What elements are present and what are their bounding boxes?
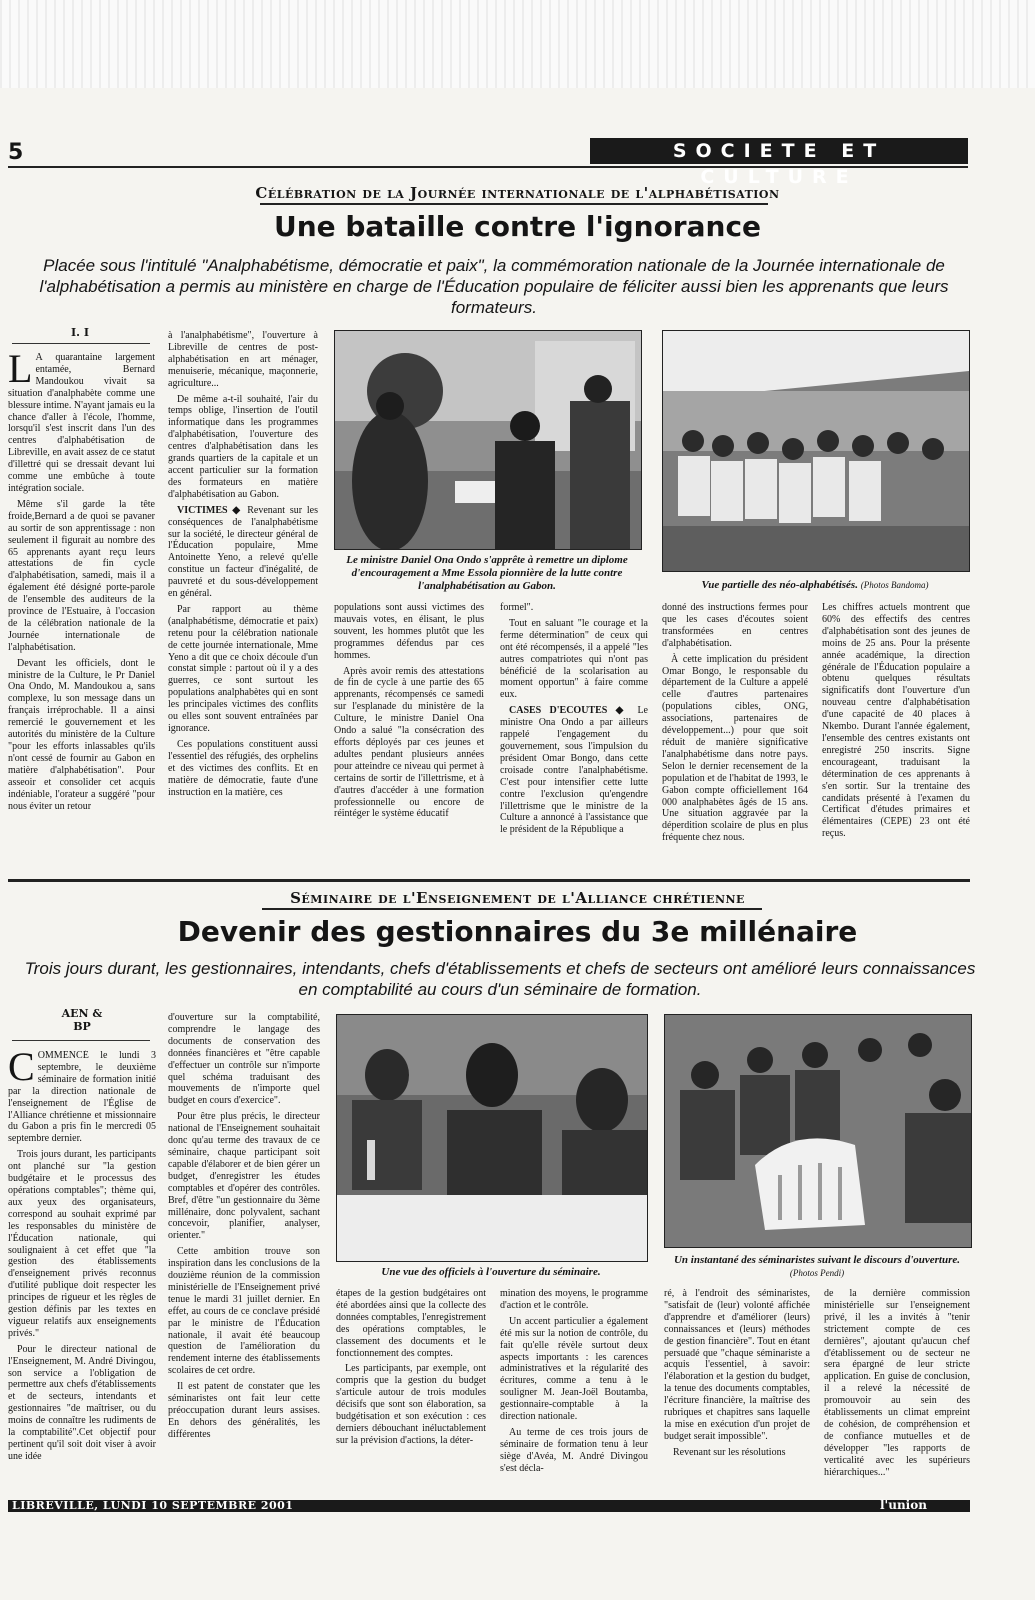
paragraph: Après avoir remis des attestations de fin de cycle à une partie des 65 apprenants, récompensés ce samedi sur l'esplanade du ministère de la Culture, le ministre Daniel Ona Ondo a salué "la consécration des efforts déployés par ces jeunes et adultes pendant plusieurs années pour atteindre ce niveau qui permet à certains de sortir de l'illettrisme, et à d'autres d'accéder à une formation professionnelle ou encore de réintéger le système éducatif [334,665,484,820]
article1-kicker: Célébration de la Journée internationale de l'alphabétisation [255,184,780,202]
paragraph: Les participants, par exemple, ont compris que la gestion du budget s'articule autour de trois modules décisifs que sont son élaboration, sa budgétisation et son exécution : ces derniers débouchant inéluctablement sur la prévision d'actions, la déter- [336,1363,486,1446]
article2-column-6 [824,1288,970,1490]
paragraph: Le ministre Ona Ondo a par ailleurs rappelé l'engagement du gouvernement, sous l'impulsion du président Omar Bongo, dans cette croisade contre l'analphabétisme. C'est pour intensifier cette lutte contre l'exclusion qu'engendre l'illettrisme que le ministre de la Culture a annoncé à l'assistance que le président de la République a [500,705,648,836]
photo-image [335,331,641,549]
paragraph: Les chiffres actuels montrent que 60% des effectifs des centres d'alphabétisation sont des jeunes de moins de 25 ans. Pour la présente année académique, la direction générale de l'Éducation populaire a obtenu quelques résultats significatifs dont l'ouverture d'un nouveau centre d'alphabétisation d'une capacité de 40 places à Nkembo. Durant l'année également, l'ensemble des centres existants ont enregistré 250 inscrits. Signe encourageant, traduisant la détermination de ces apprenants à s'en sortir. Sur la trentaine des candidats présenté à l'examen du Certificat d'études primaires et élémentaires (CEPE) 23 ont été reçus. [822,602,970,840]
paragraph: De même a-t-il souhaité, l'air du temps oblige, l'insertion de l'outil informatique dans les programmes d'alphabétisation, l'ouverture des centres d'alphabétisation dans les grands quartiers de la capitale et un accent particulier sur la formation des formateurs en matière d'alphabétisation au Gabon. [168,393,318,500]
paragraph: Ces populations constituent aussi l'essentiel des réfugiés, des orphelins et des victimes des conflits. Et en matière de démocratie, faute d'une instruction en la matière, ces [168,738,318,798]
article1-column-4 [500,602,648,874]
paragraph: à l'analphabétisme", l'ouverture à Libreville de centres de post-alphabétisation en art ménager, menuiserie, mécanique, maçonnerie, agriculture... [168,330,318,389]
article2-column-5 [664,1288,810,1490]
paragraph: ré, à l'endroit des séminaristes, "satisfait de (leur) volonté affichée d'apprendre et d'améliorer (leurs) connaissances et (leurs) méthodes de gestion financière". Tout en étant persuadé que "chaque séminariste a acquis l'essentiel, à savoir: l'élaboration et la gestion du budget, la tenue des documents comptables, l'écriture financière, la maîtrise des rubriques et chapitres sans laquelle la mise en exécution d'un projet de budget serait impossible". [664,1288,810,1442]
paragraph: OMMENCÉ le lundi 3 septembre, le deuxième séminaire de formation initié par la direction nationale de l'enseignement de l'Église de l'Alliance chrétienne et missionnaire du Gabon a pris fin le mercredi 05 septembre dernier. [8,1050,156,1145]
paragraph: Il est patent de constater que les séminaristes ont fait leur cette préoccupation durant leurs assises. En dehors des généralités, les différentes [168,1381,320,1440]
article1-column-3 [334,602,484,874]
article1-byline-rule [12,343,150,344]
article2-column-4 [500,1288,648,1490]
paragraph: mination des moyens, le programme d'action et le contrôle. [500,1288,648,1311]
paragraph: formel". [500,602,534,613]
photo-seminarists [664,1014,972,1248]
paragraph: A quarantaine largement entamée, Bernard Mandoukou vivait sa situation d'analphabète comme une blessure intime. N'ayant jamais eu la chance d'aller à l'école, l'homme, lorsqu'il s'est inscrit dans l'un des centres d'alphabétisation de Libreville, en avait assez de ce statut d'illettré qui se dressait devant lui comme une embûche à toute intégration sociale. [8,352,155,494]
photo-minister-diploma [334,330,642,550]
article1-column-1 [8,352,155,874]
photo4-caption [664,1254,970,1280]
photo4-credit: (Photos Pendi) [789,1268,845,1278]
paragraph: Tout en saluant "le courage et la ferme détermination" de ceux qui ont été récompensés, il a appelé "les autres compatriotes qui n'ont pas bénéficié de la scolarisation au moment opportun" à faire comme eux. [500,617,648,701]
article1-headline: Une bataille contre l'ignorance [273,210,762,243]
footer-dateline: LIBREVILLE, LUNDI 10 SEPTEMBRE 2001 [12,1499,294,1512]
article1-kicker-rule [260,203,768,205]
article1-byline: I. I [71,326,89,339]
paragraph: Par rapport au thème (analphabétisme, démocratie et paix) retenu pour la célébration nationale de cette journée internationale, Mme Yeno a dit que ce choix découle d'un constat simple : partout où il y a des guerres, ce sont surtout les populations analphabètes qui en sont les principales victimes des conflits ou elles sont souvent entraînées par ignorance. [168,603,318,734]
paragraph: Trois jours durant, les participants ont planché sur "la gestion budgétaire et le processus des opérations comptables"; thème qui, aux yeux des organisateurs, correspond au souhait exprimé par les responsables du ministère de l'Éducation nationale, qui soulignaient à cet effet que "la gestion des établissements d'enseignement privés reconnus d'utilité publique doit respecter les principes de rigueur et les règles de gestion définis par les textes en vigueur relatifs aux enseignements privés." [8,1149,156,1339]
paragraph: Revenant sur les résolutions [673,1446,786,1458]
paragraph: de la dernière commission ministérielle sur l'enseignement privé, il les a invités à "tenir strictement compte de ces dernières", ajoutant qu'aucun chef d'établissement ou de secteur ne sera épargné de leur stricte application. En guise de conclusion, il a relevé la nécessité de promouvoir au sein des établissements un climat empreint de cohésion, de compréhension et de confiance mutuelles et de développer "les rapports de verticalité avec les supérieurs hiérarchiques..." [824,1288,970,1478]
drop-cap: L [8,352,33,391]
paragraph: donné des instructions fermes pour que les cases d'écoutes soient transformées en centres d'alphabétisation. [662,602,808,649]
photo-image [663,331,969,571]
paragraph: Devant les officiels, dont le ministre de la Culture, le Pr Daniel Ona Ondo, M. Mandoukou a, sans complexe, lu son message dans un français irréprochable. Il a ainsi remercié le gouvernement et les autorités du ministère de la Culture "pour les efforts inlassables qu'ils n'ont cessé de fournir au Gabon en matière d'alphabétisation". Pour asseoir et consolider cet acquis indéniable, l'orateur a suggéré "pour nous éviter un retour [8,657,155,812]
article2-kicker-rule [262,908,762,910]
photo2-caption-text: Vue partielle des néo-alphabétisés. [701,579,858,591]
photo1-caption: Le ministre Daniel Ona Ondo s'apprête à remettre un diplome d'encouragement a Mme Essola pionnière de la lutte contre l'analphabétisation au Gabon. [346,554,628,592]
article1-column-2 [168,330,318,874]
subhead-victimes: VICTIMES ◆ [177,504,243,516]
photo4-caption-text: Un instantané des séminaristes suivant le discours d'ouverture. [673,1254,961,1266]
page-number: 5 [8,140,24,165]
article-divider [8,879,970,882]
paragraph: étapes de la gestion budgétaires ont été abordées ainsi que la collecte des données comptables, l'enregistrement des opérations comptables, le classement des documents et le fonctionnement des comptes. [336,1288,486,1359]
paragraph: d'ouverture sur la comptabilité, comprendre le langage des documents de conservation des données financières et "être capable d'effectuer un contrôle sur n'importe quel schéma traduisant des mouvements de n'importe quel budget en cours d'exercice". [168,1012,320,1107]
article1-deck: Placée sous l'intitulé "Analphabétisme, démocratie et paix", la commémoration nationale de la Journée internationale de l'alphabétisation a permis au ministère en charge de l'Éducation populaire de féliciter aussi bien les apprenants que leurs formateurs. [39,256,949,317]
article1-column-6 [822,602,970,874]
article2-byline: AEN & BP [61,1007,103,1033]
section-banner: SOCIETE ET CULTURE [590,138,968,164]
photo-seminar-officials [336,1014,648,1262]
scan-top-margin [0,0,1035,88]
newspaper-brand: l'union [880,1498,927,1512]
article2-kicker: Séminaire de l'Enseignement de l'Alliance chrétienne [290,889,745,907]
paragraph: Un accent particulier a également été mis sur la notion de contrôle, du fait qu'elle révèle surtout deux aspects importants : les carences administratives et la régularité des écritures, comme a tenu à le souligner M. Jean-Joël Boutamba, gestionnaire-comptable à la direction nationale. [500,1315,648,1423]
paragraph: Pour le directeur national de l'Enseignement, M. André Divingou, son service a l'obligation de permettre aux chefs d'établissements et de secteurs, intendants et gestionnaires "de maîtriser, ou du moins de connaître les rudiments de la comptabilité".Cet objectif pour pertinent qu'il soit doit viser à avoir une idée [8,1343,156,1462]
article2-column-1 [8,1050,156,1490]
photo-image [337,1015,647,1261]
paragraph: Au terme de ces trois jours de séminaire de formation tenu à leur siège d'Avéa, M. André Divingou s'est décla- [500,1426,648,1474]
paragraph: À cette implication du président Omar Bongo, le responsable du département de la Culture a appelé celle d'autres partenaires (populations cibles, ONG, associations, partenaires de développement...) pour que soit réduit de manière significative l'analphabétisme dans notre pays. Selon le dernier recensement de la population et de l'habitat de 1993, le Gabon compte officiellement 164 000 analphabètes âgés de 15 ans. Une situation aggravée par la déperdition scolaire de plus en plus fréquente chez nous. [662,653,808,844]
article1-column-5 [662,602,808,874]
article2-byline-rule [12,1040,150,1041]
photo3-caption: Une vue des officiels à l'ouverture du séminaire. [381,1266,601,1278]
drop-cap: C [8,1050,35,1089]
header-rule [8,166,968,168]
paragraph: Revenant sur les conséquences de l'analphabétisme sur la société, le directeur général de l'Éducation populaire, Mme Antoinette Yeno, a relevé qu'elle constitue un facteur d'inégalité, de pauvreté et du sous-développement en général. [168,504,318,600]
subhead-cases-ecoutes: CASES D'ECOUTES ◆ [509,705,630,717]
article2-deck: Trois jours durant, les gestionnaires, intendants, chefs d'établissements et chefs de secteurs ont amélioré leurs connaissances en comptabilité au cours d'un séminaire de formation. [24,959,976,999]
photo-neo-literates [662,330,970,572]
article2-headline: Devenir des gestionnaires du 3e millénaire [177,915,858,948]
paragraph: Pour être plus précis, le directeur national de l'Enseignement souhaitait donc qu'au terme des travaux de ce séminaire, chaque participant soit capable d'élaborer et de bien gérer un budget, d'enregistrer les études comptables et d'opérer des contrôles. Bref, d'être "un gestionnaire du 3ème millénaire, donc polyvalent, sachant concevoir, planifier, analyser, orienter." [168,1111,320,1242]
paragraph: populations sont aussi victimes des mauvais votes, en élisant, le plus souvent, les hommes plutôt que les programmes défendus par ces hommes. [334,602,484,661]
article2-column-3 [336,1288,486,1490]
paragraph: Même s'il garde la tête froide,Bernard a de quoi se pavaner au sortir de son apprentissage : non seulement il figurait au nombre des 65 apprenants ayant reçu leurs attestations de fin cycle d'alphabétisation, samedi, mais il a également été désigné porte-parole de l'ensemble des auditeurs de la province de l'Estuaire, à l'occasion de la célébration nationale de la Journée internationale de l'alphabétisation. [8,498,155,653]
paragraph: Cette ambition trouve son inspiration dans les conclusions de la douzième réunion de la commission ministérielle de l'Enseignement privé tenue le mardi 31 juillet dernier. En effet, au cours de ce conclave présidé par le ministre de l'Éducation nationale, il avait été beaucoup question de l'amélioration du rendement interne des établissements scolaires de cet ordre. [168,1246,320,1377]
photo2-credit: (Photos Bandoma) [860,580,929,590]
photo2-caption [662,579,968,592]
photo-image [665,1015,971,1247]
article2-column-2 [168,1012,320,1490]
